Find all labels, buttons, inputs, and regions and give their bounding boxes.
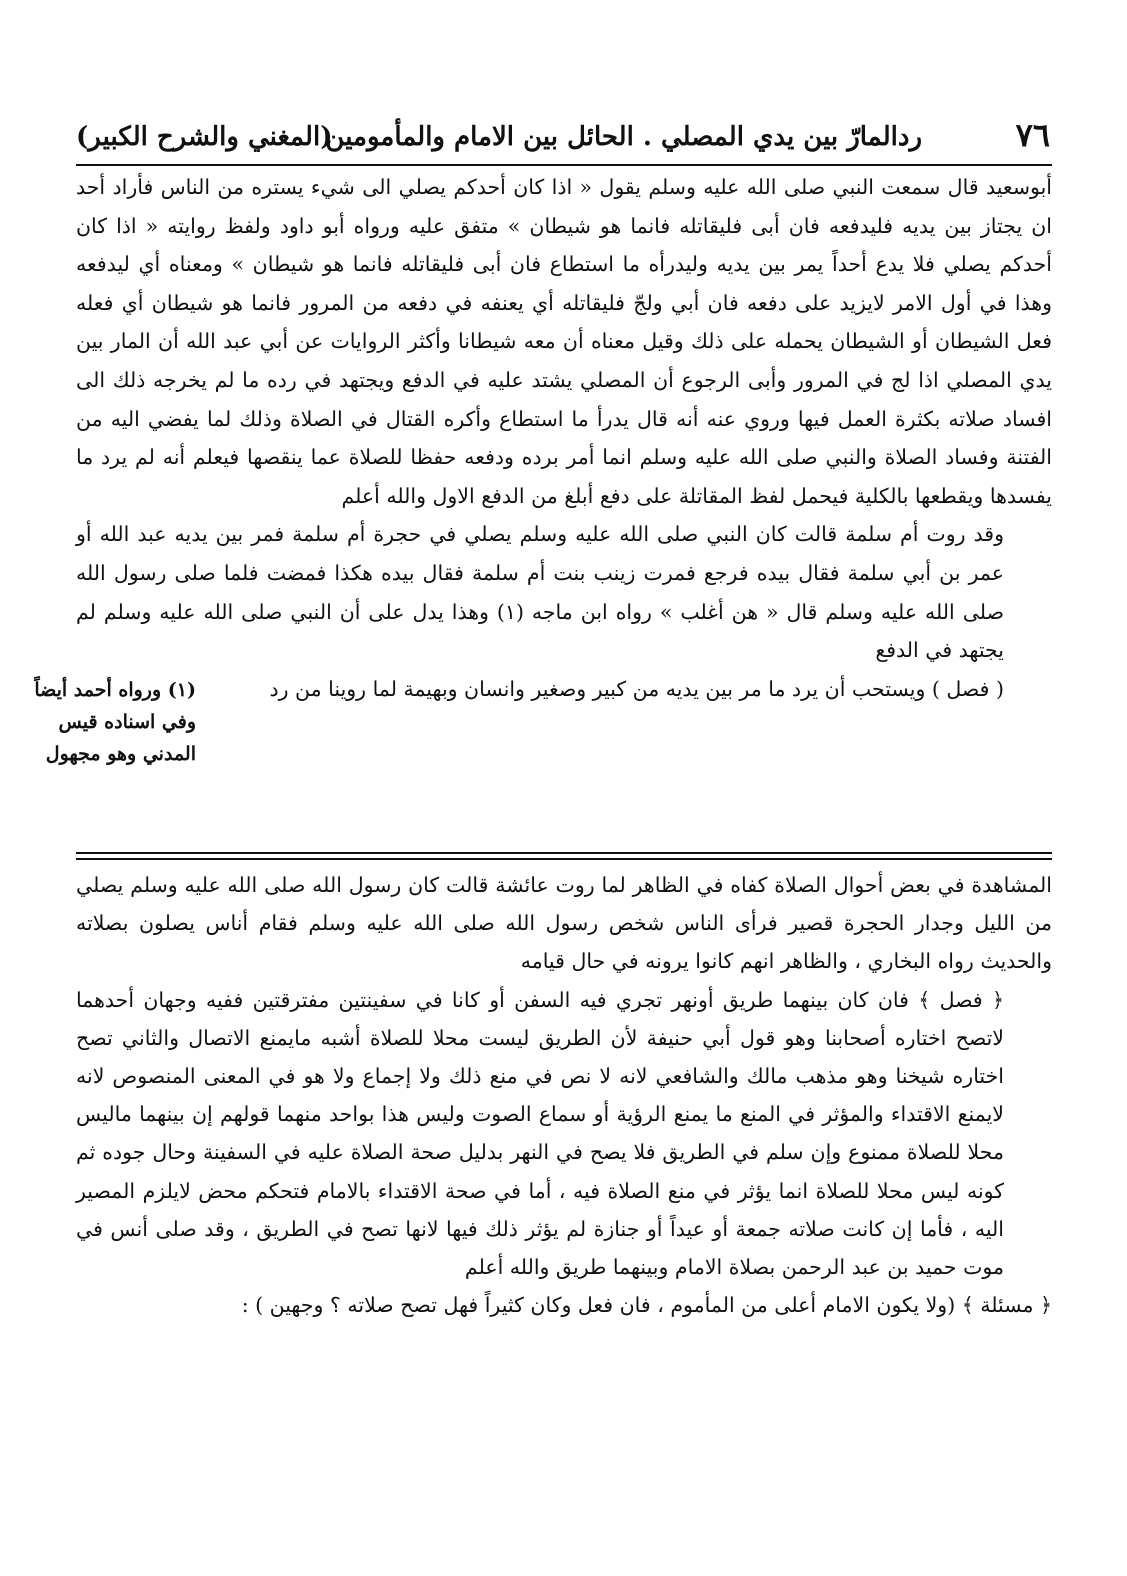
paragraph: ﴿ مسئلة ﴾ (ولا يكون الامام أعلى من المأموم ، فان فعل وكان كثيراً فهل تصح صلاته ؟ وجهين ) : [241, 1293, 1052, 1318]
paragraph: وقد روت أم سلمة قالت كان النبي صلى الله عليه وسلم يصلي في حجرة أم سلمة فمر بين يديه عبد الله أو عمر بن أبي سلمة فقال بيده فرجع فمرت زينب بنت أم سلمة فقال بيده هكذا فمضت فلما صلى رسول الله صلى الله عليه وسلم قال « هن أغلب » رواه ابن ماجه (١) وهذا يدل على أن النبي صلى الله عليه وسلم لم يجتهد في الدفع [76, 522, 1004, 663]
paragraph: المشاهدة في بعض أحوال الصلاة كفاه في الظاهر لما روت عائشة قالت كان رسول الله صلى الله عليه وسلم يصلي من الليل وجدار الحجرة قصير فرأى الناس شخص رسول الله صلى الله عليه وسلم فقام أناس يصلون بصلاته والحديث رواه البخاري ، والظاهر انهم كانوا يرونه في حال قيامه [76, 873, 1052, 974]
section-divider-bottom [76, 858, 1052, 860]
book-title: (المغني والشرح الكبير) [76, 122, 333, 152]
page-header [76, 118, 1052, 164]
header-rule [76, 164, 1052, 166]
paragraph: ( فصل ) ويستحب أن يرد ما مر بين يديه من كبير وصغير وانسان وبهيمة لما روينا من رد [269, 676, 1004, 701]
running-title: ردالمارّ بين يدي المصلي . الحائل بين الامام والمأمومين [325, 122, 922, 152]
margin-footnote: (١) ورواه أحمد أيضاً وفي اسناده قيس المدني وهو مجهول [34, 679, 196, 765]
upper-text [76, 168, 1052, 708]
lower-text [76, 866, 1052, 1324]
paragraph: أبوسعيد قال سمعت النبي صلى الله عليه وسلم يقول « اذا كان أحدكم يصلي الى شيء يستره من الناس فأراد أحد ان يجتاز بين يديه فليدفعه فان أبى فليقاتله فانما هو شيطان » متفق عليه ورواه أبو داود ولفظ روايته « اذا كان أحدكم يصلي فلا يدع أحداً يمر بين يديه وليدرأه ما استطاع فان أبى فليقاتله فانما هو شيطان » ومعناه أي ليدفعه وهذا في أول الامر لايزيد على دفعه فان أبي ولجّ فليقاتله أي يعنفه في دفعه من المرور فانما هو شيطان أي فعله فعل الشيطان أو الشيطان يحمله على ذلك وقيل معناه أن معه شيطانا وأكثر الروايات عن أبي عبد الله أن المار بين يدي المصلي اذا لج في المرور وأبى الرجوع أن المصلي يشتد عليه في الدفع ويجتهد في رده ما لم يخرجه ذلك الى افساد صلاته بكثرة العمل فيها وروي عنه أنه قال يدرأ ما استطاع وأكره القتال في الصلاة وذلك لما يفضي اليه من الفتنة وفساد الصلاة والنبي صلى الله عليه وسلم انما أمر برده ودفعه حفظا للصلاة عما ينقصها فيعلم أنه لم يرد ما يفسدها ويقطعها بالكلية فيحمل لفظ المقاتلة على دفع أبلغ من الدفع الاول والله أعلم [76, 175, 1053, 508]
page-number: ٧٦ [1015, 116, 1050, 154]
section-divider-top [76, 852, 1052, 854]
paragraph: ﴿ فصل ﴾ فان كان بينهما طريق أونهر تجري فيه السفن أو كانا في سفينتين مفترقتين ففيه وجهان أحدهما لاتصح اختاره أصحابنا وهو قول أبي حنيفة لأن الطريق ليست محلا للصلاة أشبه مايمنع الاتصال والثاني تصح اختاره شيخنا وهو مذهب مالك والشافعي لانه لا نص في منع ذلك ولا إجماع ولا هو في المعنى المنصوص لانه لايمنع الاقتداء والمؤثر في المنع ما يمنع الرؤية أو سماع الصوت وليس هذا بواحد منهما قولهم إن بينهما ماليس محلا للصلاة ممنوع وإن سلم في الطريق فلا يصح في النهر بدليل صحة الصلاة عليه في السفينة وحال جوده ثم كونه ليس محلا للصلاة انما يؤثر في منع الصلاة فيه ، أما في صحة الاقتداء بالامام فتحكم محض لايلزم المصير اليه ، فأما إن كانت صلاته جمعة أو عيداً أو جنازة لم يؤثر ذلك فيها لانها تصح في الطريق ، وقد صلى أنس في موت حميد بن عبد الرحمن بصلاة الامام وبينهما طريق والله أعلم [76, 987, 1004, 1280]
